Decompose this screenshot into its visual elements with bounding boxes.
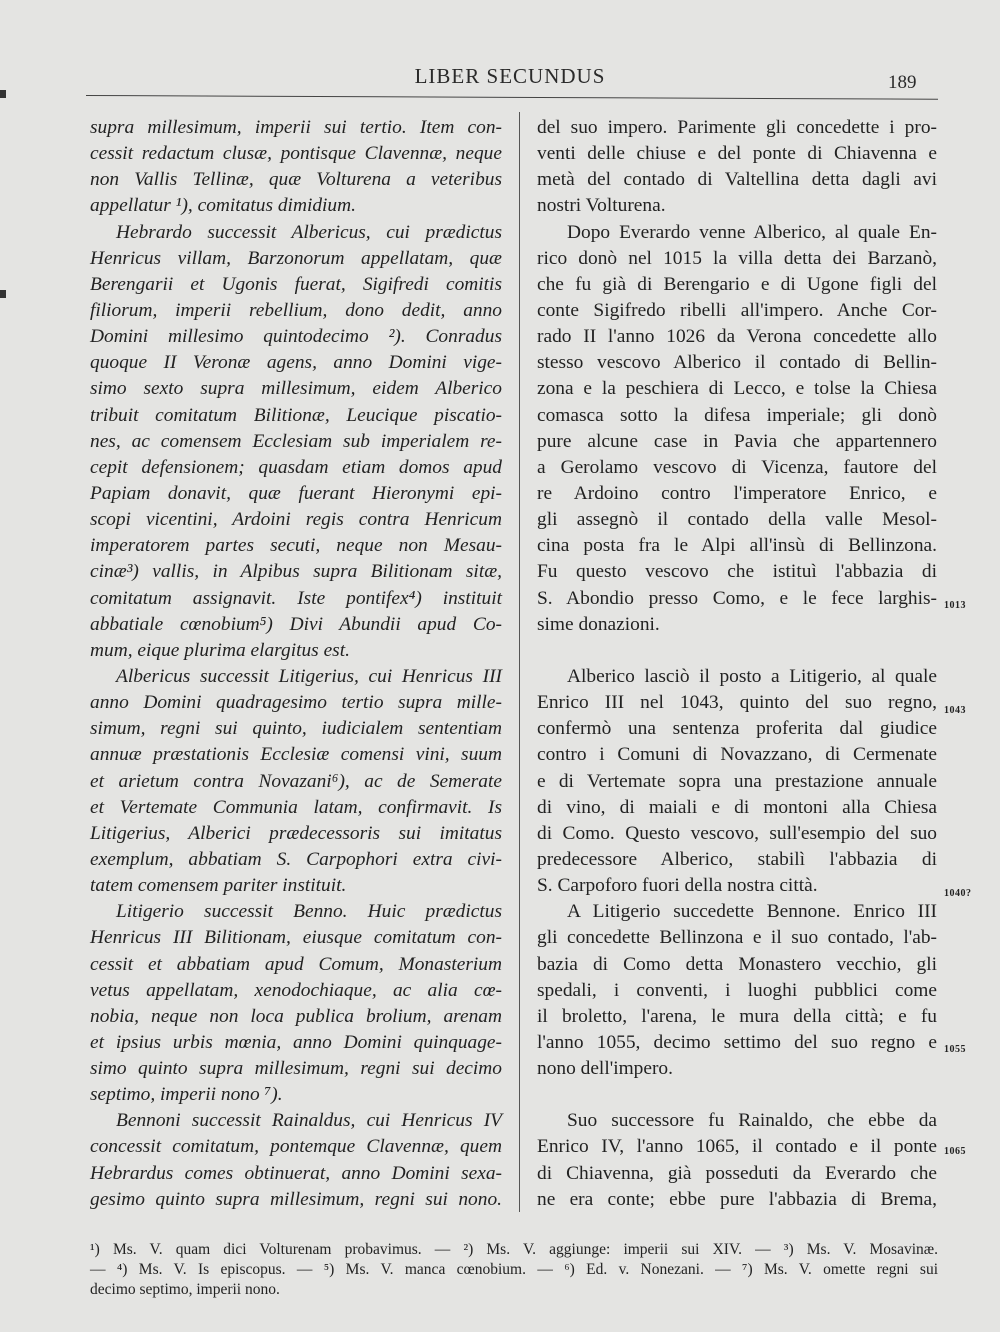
latin-line: simo quinto supra millesimum, regni sui decimo	[90, 1058, 502, 1080]
margin-year: 1013	[944, 600, 966, 611]
latin-line: Litigerio successit Benno. Huic prædictus	[116, 901, 502, 923]
latin-line: appellatur ¹), comitatus dimidium.	[90, 195, 356, 217]
italian-line: e di Vertemate sopra una prestazione annuale	[537, 770, 937, 792]
latin-line: Domini millesimo quintodecimo ²). Conradus	[90, 326, 502, 348]
italian-line: di vino, di maiali e di montoni alla Chiesa	[537, 796, 937, 818]
page-edge-mark	[0, 290, 6, 298]
italian-line: di Como. Questo vescovo, sull'esempio del suo	[537, 822, 937, 844]
latin-line: nes, ac comensem Ecclesiam sub imperialem re-	[90, 430, 502, 452]
italian-line: contro i Comuni di Novazzano, di Cermenate	[537, 744, 937, 766]
margin-year: 1065	[944, 1146, 966, 1157]
italian-line: Enrico III nel 1043, quinto del suo regno,	[537, 692, 937, 714]
latin-line: quoque II Veronæ agens, anno Domini vige-	[90, 352, 502, 374]
latin-line: nobia, neque non loca publica brolium, arenam	[90, 1005, 502, 1027]
latin-line: supra millesimum, imperii sui tertio. Item con-	[90, 117, 502, 138]
latin-line: cinæ³) vallis, in Alpibus supra Bilitionam sitæ,	[90, 561, 502, 583]
latin-line: cessit et abbatiam apud Comum, Monasterium	[90, 953, 502, 975]
italian-line: di Chiavenna, già posseduti da Everardo che	[537, 1162, 937, 1184]
latin-line: exemplum, abbatiam S. Carpophori extra civi-	[90, 848, 502, 870]
italian-line: Dopo Everardo venne Alberico, al quale En-	[567, 221, 937, 243]
latin-line: comitatum assignavit. Iste pontifex⁴) instituit	[90, 587, 502, 609]
latin-line: vetus appellatam, xenodochiaque, ac alia cœ-	[90, 979, 502, 1001]
latin-line: Bennoni successit Rainaldus, cui Henricus IV	[116, 1110, 502, 1132]
italian-line: cina posta fra le Alpi all'insù di Bellinzona.	[537, 535, 937, 557]
italian-line: S. Carpoforo fuori della nostra città.	[537, 875, 818, 897]
latin-line: filiorum, imperii rebellium, dono dedit, anno	[90, 299, 502, 321]
italian-line: pure alcune case in Pavia che appartennero	[537, 430, 937, 452]
latin-line: abbatiale cœnobium⁵) Divi Abundii apud Co-	[90, 613, 502, 635]
italian-line: del suo impero. Parimente gli concedette i pro-	[537, 117, 937, 138]
italian-column	[537, 115, 937, 1213]
italian-line: l'anno 1055, decimo settimo del suo regno e	[537, 1031, 937, 1053]
italian-line: metà del contado di Valtellina detta dagli avi	[537, 169, 937, 191]
italian-line: nono dell'impero.	[537, 1058, 673, 1080]
latin-line: Hebrardus comes obtinuerat, anno Domini sexa-	[90, 1162, 502, 1184]
footnotes	[90, 1240, 938, 1300]
latin-line: tatem comensem pariter instituit.	[90, 875, 347, 897]
footnote-line: — ⁴) Ms. V. Is episcopus. — ⁵) Ms. V. manca cœnobium. — ⁶) Ed. v. Nonezani. — ⁷) Ms. V. omette regni sui	[90, 1261, 938, 1278]
italian-line: sime donazioni.	[537, 613, 660, 635]
latin-line: scopi vicentini, Ardoini regis contra Henricum	[90, 509, 502, 531]
italian-line: spedali, i conventi, i luoghi pubblici come	[537, 979, 937, 1001]
paragraph-gap	[537, 638, 937, 664]
italian-line: stesso vescovo Alberico il contado di Bellin-	[537, 352, 937, 374]
latin-line: et ipsius urbis mœnia, anno Domini quinquage-	[90, 1031, 502, 1053]
page-edge-mark	[0, 90, 6, 98]
latin-line: Albericus successit Litigerius, cui Henricus III	[116, 665, 502, 687]
italian-line: comasca sotto la difesa imperiale; gli donò	[537, 404, 937, 426]
latin-line: Papiam donavit, quæ fuerant Hieronymi epi-	[90, 482, 502, 504]
latin-line: cepit defensionem; quasdam etiam domos apud	[90, 456, 502, 478]
italian-line: re Ardoino contro l'imperatore Enrico, e	[537, 482, 937, 504]
header-rule	[86, 95, 938, 100]
margin-year: 1055	[944, 1044, 966, 1055]
italian-line: bazia di Como detta Monastero vecchio, gli	[537, 953, 937, 975]
latin-line: concessit comitatum, pontemque Clavennæ, quem	[90, 1136, 502, 1158]
latin-line: gesimo quinto supra millesimum, regni sui nono.	[90, 1188, 502, 1210]
latin-line: tribuit comitatum Bilitionæ, Leucique piscatio-	[90, 404, 502, 426]
latin-line: mum, eique plurima elargitus est.	[90, 639, 350, 661]
italian-line: ne era conte; ebbe pure l'abbazia di Brema,	[537, 1188, 937, 1210]
latin-line: Berengarii et Ugonis fuerat, Sigifredi comitis	[90, 273, 502, 295]
page-number: 189	[888, 72, 917, 93]
latin-line: simo sexto supra millesimum, eidem Alberico	[90, 378, 502, 400]
italian-line: Suo successore fu Rainaldo, che ebbe da	[567, 1110, 937, 1132]
latin-column	[90, 115, 502, 1213]
italian-line: che fu già di Berengario e di Ugone figli del	[537, 273, 937, 295]
column-divider	[519, 112, 520, 1212]
italian-line: Fu questo vescovo che istituì l'abbazia di	[537, 561, 937, 583]
latin-line: non Vallis Tellinæ, quæ Volturena a veteribus	[90, 169, 502, 191]
footnote-line: ¹) Ms. V. quam dici Volturenam probavimus. — ²) Ms. V. aggiunge: imperii sui XIV. — ³) Ms. V. Mosavinæ.	[90, 1241, 938, 1258]
footnote-line: decimo septimo, imperii nono.	[90, 1281, 280, 1298]
italian-line: gli concedette Bellinzona e il suo contado, l'ab-	[537, 927, 937, 949]
latin-line: Litigerius, Alberici prædecessoris sui imitatus	[90, 822, 502, 844]
italian-line: Enrico IV, l'anno 1065, il contado e il ponte	[537, 1136, 937, 1158]
latin-line: Hebrardo successit Albericus, cui prædictus	[116, 221, 502, 243]
latin-line: anno Domini quadragesimo tertio supra mille-	[90, 692, 502, 714]
italian-line: predecessore Alberico, stabilì l'abbazia di	[537, 848, 937, 870]
latin-line: cessit redactum clusæ, pontisque Clavennæ, neque	[90, 143, 502, 165]
latin-line: annuæ præstationis Ecclesiæ comensi vini, suum	[90, 744, 502, 766]
italian-line: rado II l'anno 1026 da Verona concedette allo	[537, 326, 937, 348]
latin-line: septimo, imperii nono ⁷).	[90, 1084, 283, 1106]
latin-line: simum, regni sui quinto, iudicialem sententiam	[90, 718, 502, 740]
italian-line: venti delle chiuse e del ponte di Chiavenna e	[537, 143, 937, 165]
italian-line: confermò una sentenza proferita dal giudice	[537, 718, 937, 740]
latin-line: Henricus III Bilitionam, eiusque comitatum con-	[90, 927, 502, 949]
italian-line: A Litigerio succedette Bennone. Enrico III	[567, 901, 937, 923]
italian-line: rico donò nel 1015 la villa detta dei Barzanò,	[537, 247, 937, 269]
running-header: LIBER SECUNDUS	[414, 64, 606, 88]
margin-year: 1043	[944, 705, 966, 716]
latin-line: et Vertemate Communia latam, confirmavit. Is	[90, 796, 502, 818]
italian-line: gli assegnò il contado della valle Mesol-	[537, 509, 937, 531]
latin-line: imperatorem partes secuti, neque non Mesau-	[90, 535, 502, 557]
latin-line: et arietum contra Novazani⁶), ac de Semerate	[90, 770, 502, 792]
italian-line: nostri Volturena.	[537, 195, 666, 217]
latin-line: Henricus villam, Barzonorum appellatam, quæ	[90, 247, 502, 269]
italian-line: zona e la peschiera di Lecco, e tolse la Chiesa	[537, 378, 937, 400]
paragraph-gap	[537, 1082, 937, 1108]
italian-line: a Gerolamo vescovo di Vicenza, fautore del	[537, 456, 937, 478]
italian-line: S. Abondio presso Como, e le fece larghis-	[537, 587, 937, 609]
italian-line: conte Sigifredo ribelli all'impero. Anche Cor-	[537, 299, 937, 321]
italian-line: Alberico lasciò il posto a Litigerio, al quale	[567, 665, 937, 687]
italian-line: il broletto, l'arena, le mura della città; e fu	[537, 1005, 937, 1027]
margin-year: 1040?	[944, 888, 972, 899]
